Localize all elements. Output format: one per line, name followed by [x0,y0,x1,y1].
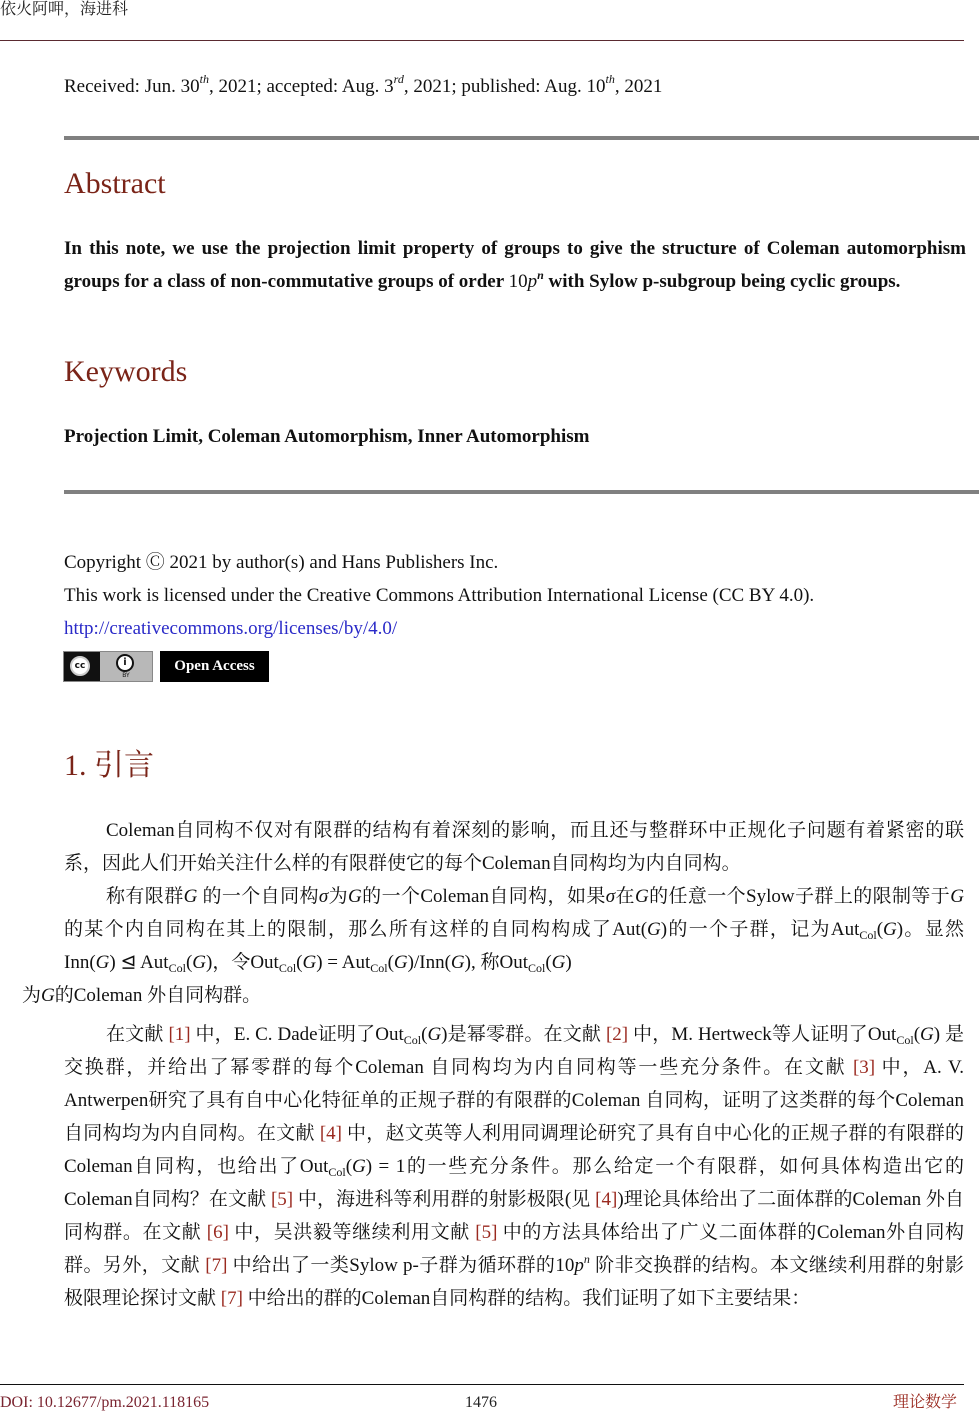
abstract-heading: Abstract [64,167,166,200]
footer-journal-name: 理论数学 [893,1394,958,1411]
published-sup: th [605,72,615,86]
text: 中，M. Hertweck等人证明了Out [628,1024,897,1045]
citation-link[interactable]: [3] [852,1057,876,1078]
text: )是幂零群。在文献 [441,1024,606,1045]
text: ( [345,1156,353,1177]
text: 在文献 [106,1024,169,1045]
text: ) [565,952,572,973]
published-year: , 2021 [614,76,663,97]
math-g: G [950,886,964,907]
text: ) 是交换群，并给出了幂零群的每个Coleman 自同构均为内自同构等一些充分条件。在文献 [64,1024,964,1078]
math-g: G [352,1156,366,1177]
text: 在 [615,886,635,907]
keywords-text: Projection Limit, Coleman Automorphism, Inner Automorphism [64,426,590,447]
citation-link[interactable]: [6] [206,1222,229,1243]
text: )。显然Inn( [64,919,965,973]
abstract-text-before: In this note, we use the projection limit property of groups to give the structure of Coleman automorphism groups for a class of non-commutative groups of order [64,238,966,292]
subscript-col: Col [527,961,546,975]
license-line: This work is licensed under the Creative Commons Attribution International License (CC BY 4.0). [64,585,815,606]
citation-link[interactable]: [4] [595,1189,618,1210]
text: ( [913,1024,921,1045]
subscript-col: Col [168,961,186,975]
citation-link[interactable]: [1] [168,1024,191,1045]
citation-link[interactable]: [5] [475,1222,498,1243]
text: )的一个子群，记为Aut [660,919,860,940]
header-rule [0,40,964,41]
citation-link[interactable]: [4] [319,1123,342,1144]
text: 的任意一个Sylow子群上的限制等于 [648,886,951,907]
text: 称有限群 [106,886,184,907]
text: )，令Out [206,952,279,973]
math-g: G [183,886,198,907]
by-label: BY [122,672,130,679]
paragraph-3 [64,1018,964,1315]
section-divider-top [64,136,979,140]
footer-rule [0,1384,964,1385]
text: ) = Aut [316,952,371,973]
paragraph-2 [22,880,965,1012]
math-g: G [551,952,566,973]
abstract-order-var: p [527,271,538,292]
text: ( [421,1024,428,1045]
text: 为 [328,886,349,907]
text: )理论具体给出了二面体群的Coleman 外自同构群。在文献 [64,1189,964,1243]
text: 中，A. V. Antwerpen研究了具有自中心化特征单的正规子群的有限群的Coleman 自同构，证明了这类群的每个Coleman 自同构均为内自同构。在文献 [64,1057,964,1144]
text: ( [296,952,303,973]
math-g: G [192,952,206,973]
math-g: G [883,919,897,940]
math-g: G [634,886,649,907]
subscript-col: Col [278,961,297,975]
text: 中，赵文英等人利用同调理论研究了具有自中心化的正规子群的有限群的Coleman自同构，也给出了Out [64,1123,964,1177]
running-head-authors: 依火阿呷，海进科 [0,1,129,18]
text: 中给出的群的Coleman自同构群的结构。我们证明了如下主要结果： [242,1288,811,1309]
text: )/Inn( [407,952,451,973]
accepted-sup: rd [393,72,404,86]
cc-by-badge[interactable] [63,651,153,682]
text: 中，吴洪毅等继续利用文献 [228,1222,476,1243]
math-g: G [95,952,110,973]
text: 阶非交换群的结构。本文继续利用群的射影极限理论探讨文献 [64,1255,964,1309]
abstract-text-after: with Sylow p-subgroup being cyclic groups. [543,271,901,292]
keywords-heading: Keywords [64,355,188,388]
citation-link[interactable]: [7] [205,1255,228,1276]
subscript-col: Col [328,1165,346,1179]
text: ), 称Out [464,952,528,973]
published-date: , 2021; published: Aug. 10 [403,76,606,97]
received-sup: th [199,72,209,86]
footer-doi[interactable]: DOI: 10.12677/pm.2021.118165 [0,1394,210,1411]
math-g: G [647,919,661,940]
math-g: G [348,886,362,907]
text: 为 [22,985,42,1006]
section-divider-bottom [64,490,979,494]
citation-link[interactable]: [5] [270,1189,294,1210]
paragraph-1: Coleman自同构不仅对有限群的结构有着深刻的影响，而且还与整群环中正规化子问题有着紧密的联系，因此人们开始关注什么样的有限群使它的每个Coleman自同构均为内自同构。 [64,820,964,874]
by-panel [100,652,152,681]
citation-link[interactable]: [7] [220,1288,243,1309]
accepted-date: , 2021; accepted: Aug. 3 [208,76,394,97]
text: ( [876,919,884,940]
copyright-line: Copyright Ⓒ 2021 by author(s) and Hans Publishers Inc. [64,552,499,573]
math-g: G [450,952,465,973]
text: 的某个内自同构在其上的限制，那么所有这样的自同构构成了Aut( [64,919,648,940]
text: ) ⊴ Aut [109,952,169,973]
subscript-col: Col [403,1033,422,1047]
math-sigma: σ [318,886,329,907]
text: 中，E. C. Dade证明了Out [190,1024,404,1045]
text: ( [387,952,394,973]
text: ( [185,952,193,973]
text: 中给出了一类Sylow p-子群为循环群的10 [227,1255,575,1276]
math-p: p [574,1255,584,1276]
superscript-n: n [583,1252,590,1266]
text: 的一个Coleman自同构，如果 [361,886,606,907]
open-access-badge: Open Access [160,651,269,682]
text: 中的方法具体给出了广义二面体群的Coleman外自同构群。另外，文献 [64,1222,964,1276]
license-link[interactable]: http://creativecommons.org/licenses/by/4.0/ [64,618,398,639]
abstract-order-exp: n [537,268,544,282]
subscript-col: Col [370,961,388,975]
text: ) = 1的一些充分条件。那么给定一个有限群，如何具体构造出它的Coleman自同构？在文献 [64,1156,964,1210]
cc-icon: cc [70,656,90,676]
math-g: G [920,1024,934,1045]
text: 中，海进科等利用群的射影极限(见 [293,1189,596,1210]
received-date: Received: Jun. 30 [64,76,200,97]
attribution-icon: i [116,654,134,672]
section-1-body [22,814,965,1315]
subscript-col: Col [859,928,877,942]
math-sigma: σ [605,886,616,907]
math-g: G [393,952,408,973]
citation-link[interactable]: [2] [605,1024,629,1045]
math-g: G [41,985,55,1006]
footer-page-number: 1476 [465,1394,497,1411]
text: ( [545,952,552,973]
text: 的一个自同构 [197,886,319,907]
publication-dates [64,74,662,100]
subscript-col: Col [896,1033,914,1047]
section-1-heading: 1. 引言 [64,749,154,782]
abstract-order-number: 10 [508,271,528,292]
math-g: G [302,952,317,973]
abstract-text [64,232,966,298]
text: 的Coleman 外自同构群。 [54,985,262,1006]
math-g: G [427,1024,442,1045]
